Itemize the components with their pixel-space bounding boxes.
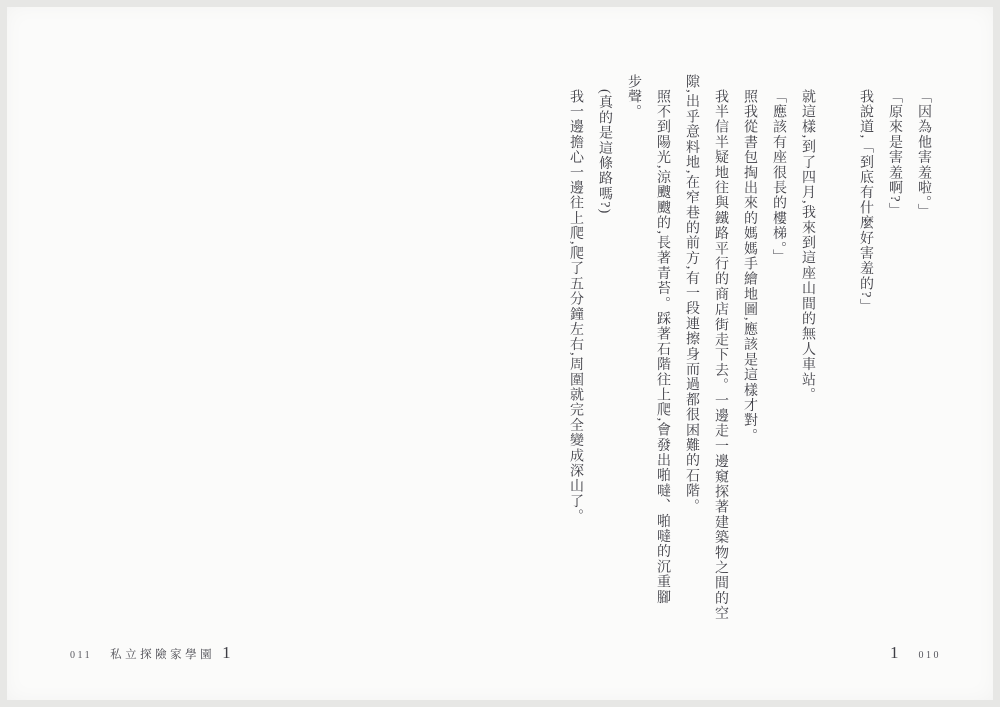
page-number: 011	[70, 650, 93, 661]
page-number: 010	[918, 650, 941, 661]
text-line: 我一邊擔心一邊往上爬,爬了五分鐘左右,周圍就完全變成深山了。	[568, 89, 583, 524]
right-page-footer	[890, 643, 941, 663]
text-line: 隙,出乎意料地,在窄巷的前方,有一段連擦身而過都很困難的石階。	[684, 74, 699, 514]
text-line: 「因為他害羞啦。」	[916, 89, 931, 219]
text-line: 我半信半疑地往與鐵路平行的商店街走下去。一邊走一邊窺探著建築物之間的空	[713, 89, 728, 621]
line-break-gap	[822, 74, 851, 650]
text-line: 就這樣,到了四月,我來到這座山間的無人車站。	[800, 89, 815, 403]
text-line: (真的是這條路嗎?)	[597, 89, 612, 215]
text-line: 「應該有座很長的樓梯。」	[771, 89, 786, 265]
left-page-footer	[70, 643, 231, 663]
right-page-text	[561, 74, 938, 650]
text-line: 我說道,「到底有什麼好害羞的?」	[858, 89, 873, 314]
text-line: 照不到陽光,涼颼颼的,長著青苔。踩著石階往上爬,會發出啪噠、啪噠的沉重腳	[655, 89, 670, 605]
volume-number: 1	[222, 643, 231, 662]
text-line: 步聲。	[626, 74, 641, 120]
running-title: 私立探險家學園	[110, 649, 216, 661]
page-right	[500, 0, 1000, 707]
text-line: 「原來是害羞啊?」	[887, 89, 902, 219]
chapter-number: 1	[890, 643, 899, 662]
text-line: 照我從書包掏出來的媽媽手繪地圖,應該是這樣才對。	[742, 89, 757, 444]
